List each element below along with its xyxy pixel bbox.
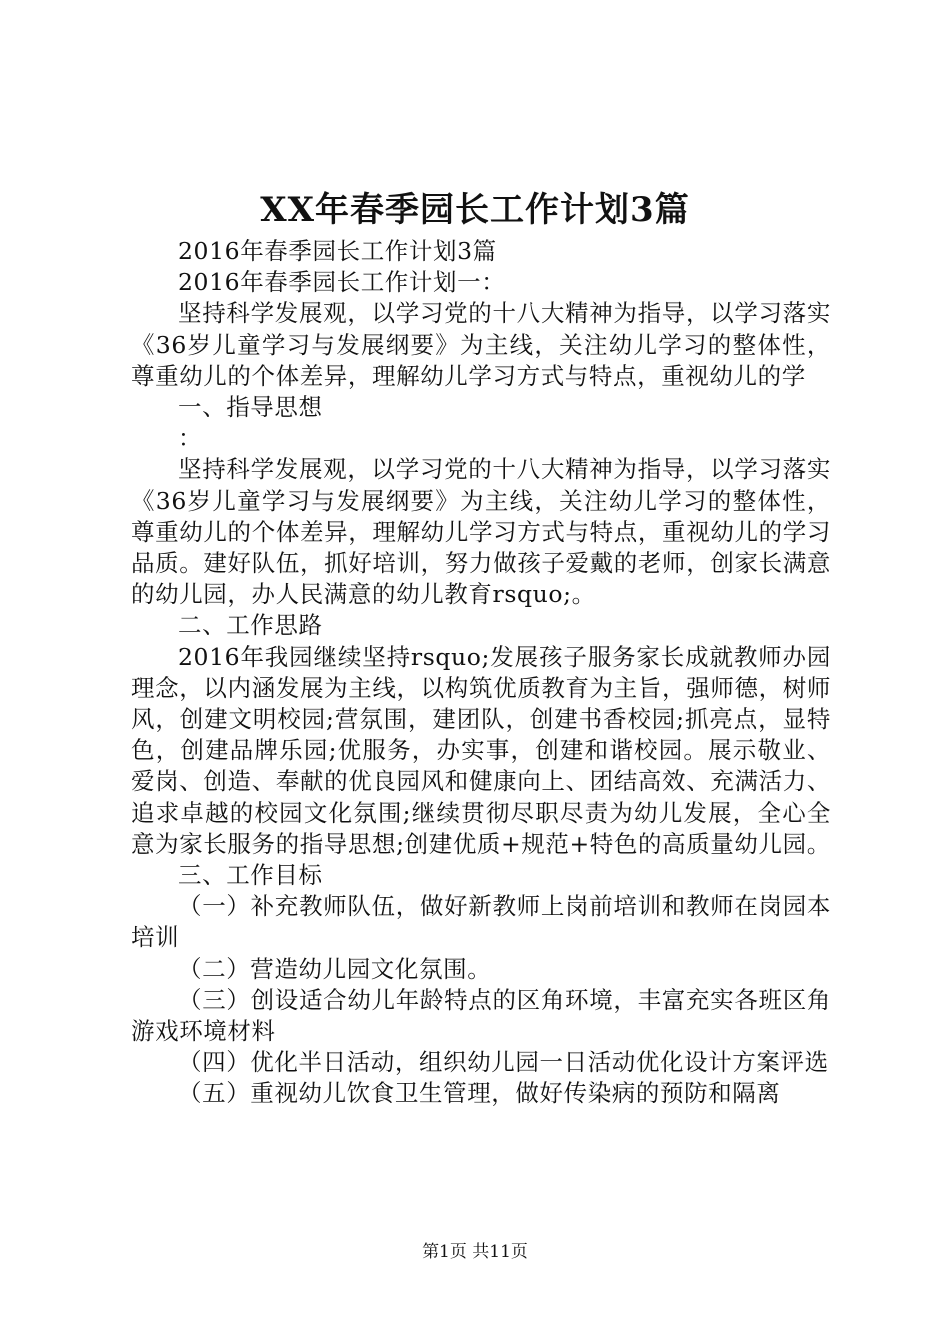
section-heading: 一、指导思想	[178, 393, 323, 422]
section-heading: 二、工作思路	[178, 611, 323, 640]
paragraph: 2016年春季园长工作计划一：	[178, 268, 506, 297]
document-body	[131, 236, 831, 1110]
list-item: （一）补充教师队伍，做好新教师上岗前培训和教师在岗园本培训	[131, 892, 831, 952]
section-heading: 三、工作目标	[178, 861, 323, 890]
document-title: XX年春季园长工作计划3篇	[260, 190, 690, 230]
paragraph: 2016年春季园长工作计划3篇	[178, 237, 497, 265]
page-number: 第1页 共11页	[422, 1242, 528, 1262]
paragraph: 2016年我园继续坚持rsquo;发展孩子服务家长成就教师办园理念，以内涵发展为主线，以构筑优质教育为主旨，强师德，树师风，创建文明校园;营氛围，建团队，创建书香校园;抓亮点，显特色，创建品牌乐园;优服务，办实事，创建和谐校园。展示敬业、爱岗、创造、奉献的优良园风和健康向上、团结高效、充满活力、追求卓越的校园文化氛围;继续贯彻尽职尽责为幼儿发展，全心全意为家长服务的指导思想;创建优质+规范+特色的高质量幼儿园。	[131, 642, 831, 858]
list-item: （四）优化半日活动，组织幼儿园一日活动优化设计方案评选	[178, 1048, 829, 1077]
list-item: （五）重视幼儿饮食卫生管理，做好传染病的预防和隔离	[178, 1079, 781, 1108]
list-item: （三）创设适合幼儿年龄特点的区角环境，丰富充实各班区角游戏环境材料	[131, 985, 831, 1046]
paragraph: 坚持科学发展观，以学习党的十八大精神为指导，以学习落实《36岁儿童学习与发展纲要》为主线，关注幼儿学习的整体性，尊重幼儿的个体差异，理解幼儿学习方式与特点，重视幼儿的学习品质。建好队伍，抓好培训，努力做孩子爱戴的老师，创家长满意的幼儿园，办人民满意的幼儿教育rsquo;。	[131, 455, 831, 609]
list-item: （二）营造幼儿园文化氛围。	[178, 954, 492, 983]
paragraph: 坚持科学发展观，以学习党的十八大精神为指导，以学习落实《36岁儿童学习与发展纲要》为主线，关注幼儿学习的整体性，尊重幼儿的个体差异，理解幼儿学习方式与特点，重视幼儿的学	[131, 299, 831, 390]
paragraph: ：	[178, 424, 203, 453]
